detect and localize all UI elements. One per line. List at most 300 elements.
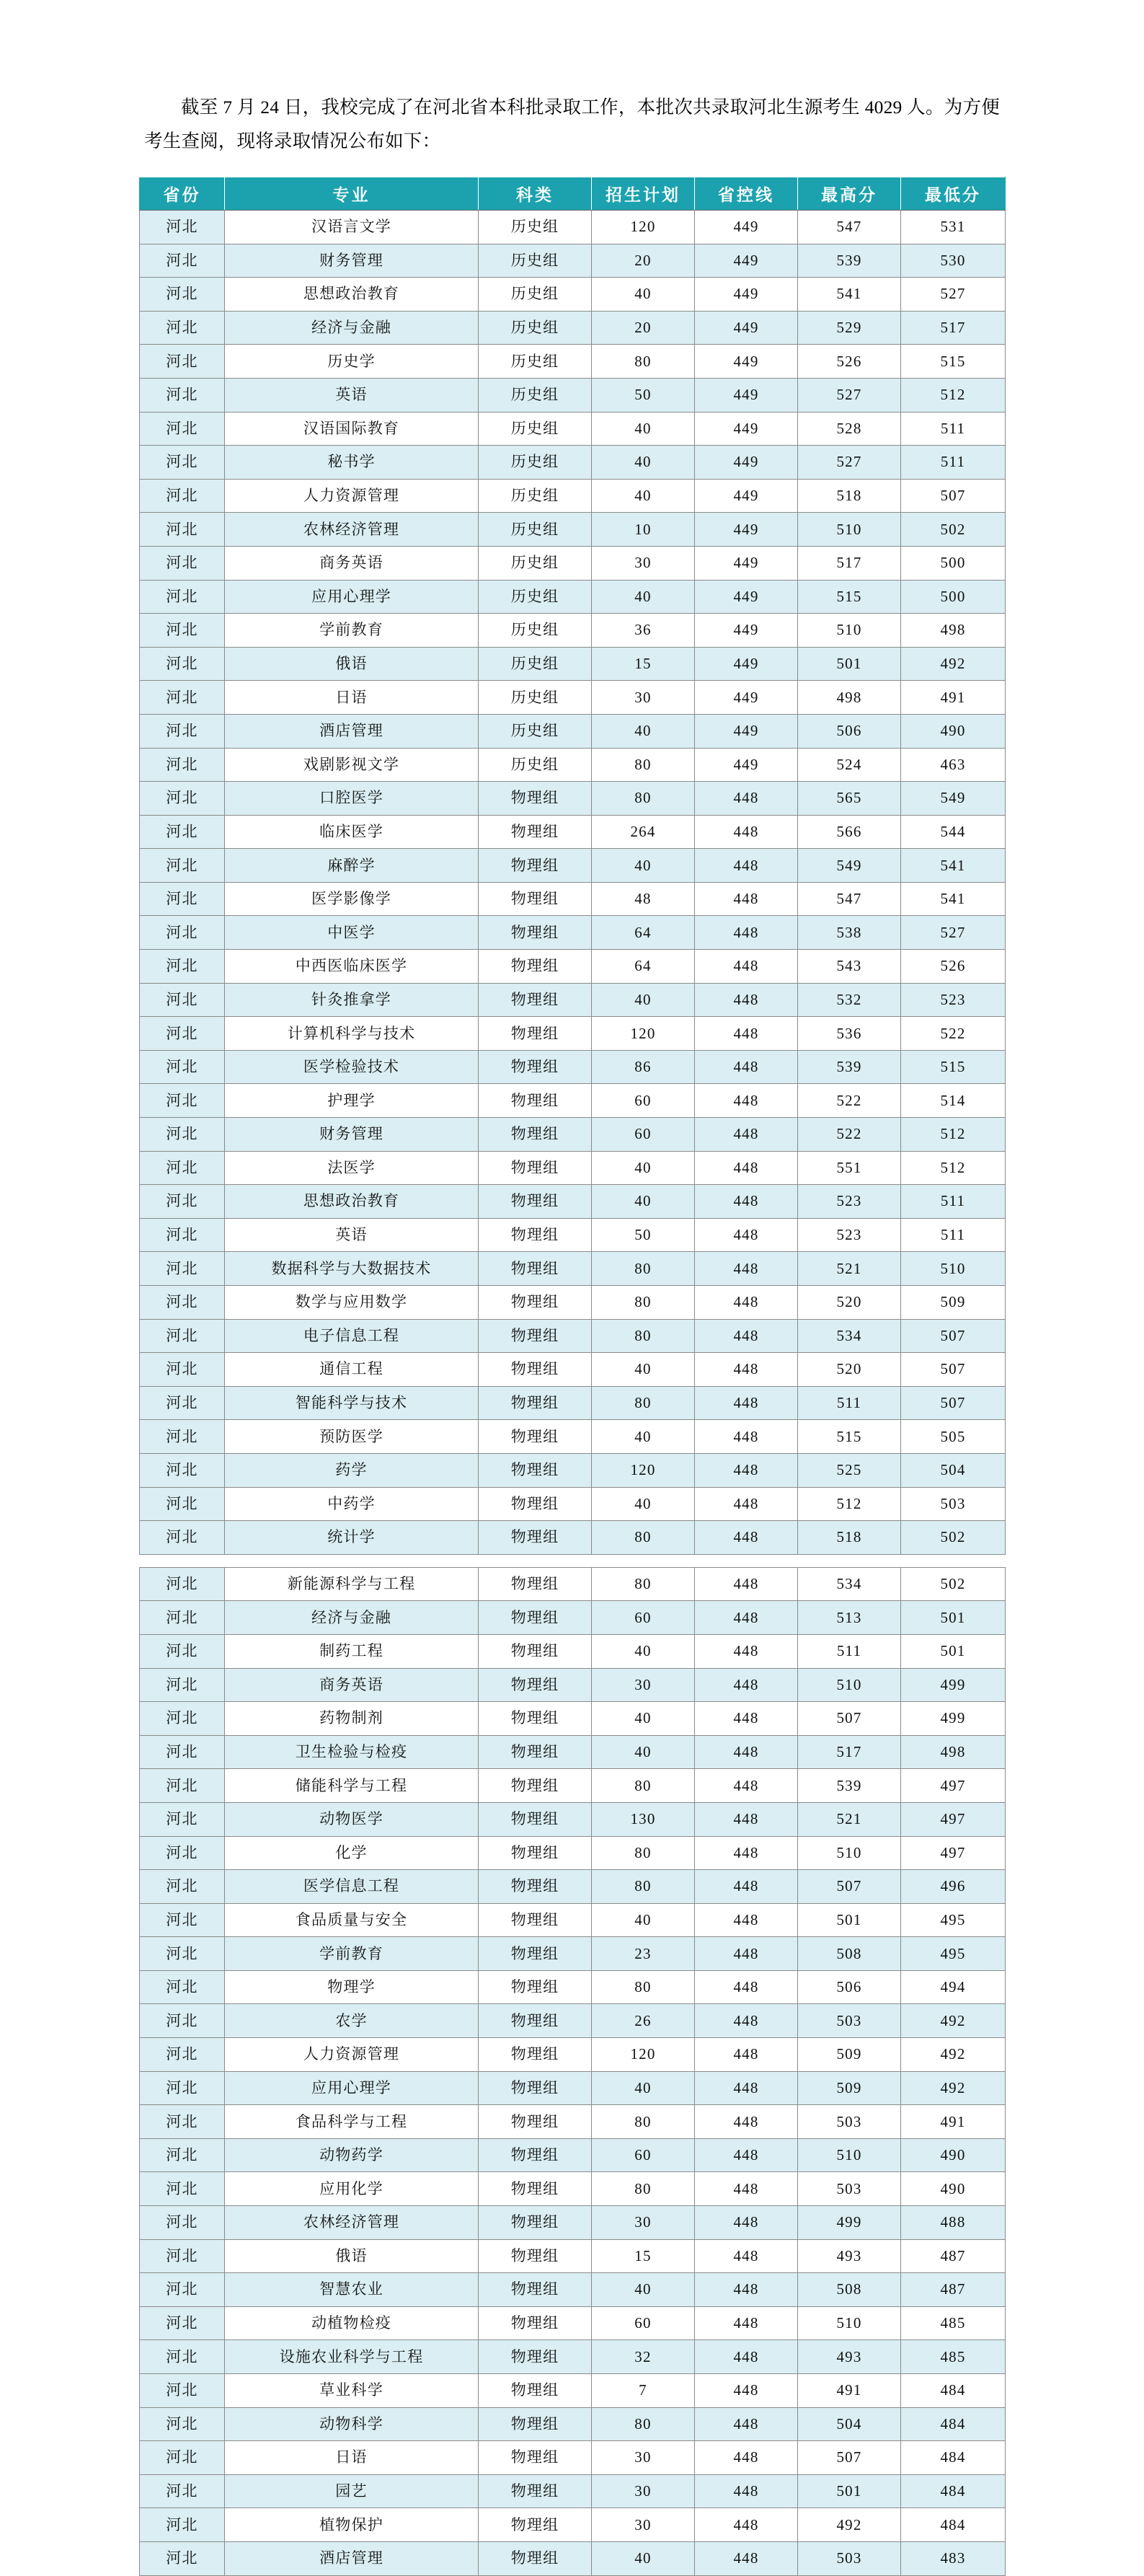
cell-max_score: 504	[798, 2407, 901, 2441]
cell-min_score: 541	[901, 849, 1006, 883]
cell-max_score: 547	[798, 211, 901, 244]
cell-province: 河北	[140, 1185, 225, 1219]
table-row	[140, 446, 1006, 480]
cell-max_score: 534	[798, 1567, 901, 1601]
cell-province: 河北	[140, 580, 225, 614]
cell-control_line: 448	[695, 1487, 798, 1521]
cell-province: 河北	[140, 345, 225, 379]
cell-major: 俄语	[225, 2239, 479, 2273]
cell-major: 人力资源管理	[225, 2038, 479, 2072]
cell-max_score: 539	[798, 1050, 901, 1084]
cell-min_score: 526	[901, 950, 1006, 984]
column-header-province: 省份	[140, 177, 225, 211]
cell-min_score: 499	[901, 1702, 1006, 1736]
cell-min_score: 541	[901, 882, 1006, 916]
table-row	[140, 647, 1006, 681]
cell-category: 历史组	[479, 580, 592, 614]
cell-min_score: 488	[901, 2206, 1006, 2240]
cell-major: 计算机科学与技术	[225, 1017, 479, 1051]
cell-province: 河北	[140, 782, 225, 816]
table-row	[140, 211, 1006, 244]
cell-max_score: 527	[798, 446, 901, 480]
cell-major: 智能科学与技术	[225, 1386, 479, 1420]
cell-category: 物理组	[479, 1084, 592, 1118]
cell-province: 河北	[140, 983, 225, 1017]
table-row	[140, 1286, 1006, 1320]
cell-control_line: 448	[695, 1453, 798, 1487]
cell-plan: 60	[592, 2138, 695, 2172]
cell-max_score: 522	[798, 1118, 901, 1152]
cell-control_line: 448	[695, 1668, 798, 1702]
cell-major: 法医学	[225, 1151, 479, 1185]
cell-control_line: 449	[695, 647, 798, 681]
cell-min_score: 492	[901, 2071, 1006, 2105]
table-header	[140, 177, 1006, 211]
cell-plan: 30	[592, 1668, 695, 1702]
cell-plan: 40	[592, 1420, 695, 1454]
cell-min_score: 485	[901, 2340, 1006, 2374]
table-row	[140, 1769, 1006, 1803]
cell-max_score: 522	[798, 1084, 901, 1118]
cell-plan: 80	[592, 782, 695, 816]
cell-province: 河北	[140, 1769, 225, 1803]
cell-plan: 264	[592, 815, 695, 849]
cell-plan: 120	[592, 211, 695, 244]
cell-plan: 40	[592, 983, 695, 1017]
cell-category: 物理组	[479, 1802, 592, 1836]
cell-control_line: 449	[695, 244, 798, 278]
cell-plan: 60	[592, 1118, 695, 1152]
cell-max_score: 493	[798, 2239, 901, 2273]
table-row	[140, 782, 1006, 816]
cell-major: 动植物检疫	[225, 2306, 479, 2340]
cell-max_score: 510	[798, 1668, 901, 1702]
cell-province: 河北	[140, 1802, 225, 1836]
cell-min_score: 544	[901, 815, 1006, 849]
cell-min_score: 485	[901, 2306, 1006, 2340]
cell-control_line: 448	[695, 916, 798, 950]
cell-plan: 60	[592, 1084, 695, 1118]
cell-category: 物理组	[479, 2340, 592, 2374]
cell-control_line: 449	[695, 580, 798, 614]
table-row	[140, 916, 1006, 950]
cell-major: 食品科学与工程	[225, 2105, 479, 2139]
cell-min_score: 502	[901, 1521, 1006, 1555]
cell-major: 汉语言文学	[225, 211, 479, 244]
admission-score-table	[139, 177, 1006, 2576]
cell-major: 电子信息工程	[225, 1319, 479, 1353]
cell-max_score: 507	[798, 1702, 901, 1736]
cell-category: 物理组	[479, 2105, 592, 2139]
cell-plan: 36	[592, 614, 695, 648]
cell-category: 物理组	[479, 2306, 592, 2340]
cell-major: 中西医临床医学	[225, 950, 479, 984]
table-row	[140, 2441, 1006, 2475]
cell-max_score: 515	[798, 1420, 901, 1454]
cell-max_score: 521	[798, 1802, 901, 1836]
cell-plan: 40	[592, 1735, 695, 1769]
cell-plan: 130	[592, 1802, 695, 1836]
cell-province: 河北	[140, 2138, 225, 2172]
cell-category: 历史组	[479, 681, 592, 715]
cell-province: 河北	[140, 2340, 225, 2374]
cell-category: 物理组	[479, 1218, 592, 1252]
cell-province: 河北	[140, 1937, 225, 1971]
column-header-max-score: 最高分	[798, 177, 901, 211]
cell-province: 河北	[140, 1017, 225, 1051]
cell-control_line: 448	[695, 1353, 798, 1387]
page-break-gap	[140, 1554, 1006, 1567]
table-row	[140, 1870, 1006, 1904]
cell-major: 思想政治教育	[225, 1185, 479, 1219]
cell-control_line: 448	[695, 2071, 798, 2105]
cell-control_line: 448	[695, 2306, 798, 2340]
table-row	[140, 2273, 1006, 2307]
cell-province: 河北	[140, 446, 225, 480]
table-row	[140, 2239, 1006, 2273]
cell-major: 医学检验技术	[225, 1050, 479, 1084]
cell-province: 河北	[140, 1970, 225, 2004]
table-row	[140, 1453, 1006, 1487]
cell-min_score: 531	[901, 211, 1006, 244]
table-row	[140, 1601, 1006, 1635]
cell-plan: 30	[592, 546, 695, 580]
cell-control_line: 448	[695, 1836, 798, 1870]
cell-control_line: 448	[695, 2273, 798, 2307]
cell-min_score: 504	[901, 1453, 1006, 1487]
cell-plan: 80	[592, 1319, 695, 1353]
cell-control_line: 448	[695, 1521, 798, 1555]
cell-major: 通信工程	[225, 1353, 479, 1387]
cell-min_score: 497	[901, 1769, 1006, 1803]
page-break-gap-cell	[140, 1554, 1006, 1567]
cell-control_line: 449	[695, 278, 798, 312]
cell-max_score: 532	[798, 983, 901, 1017]
cell-control_line: 448	[695, 1702, 798, 1736]
cell-category: 历史组	[479, 748, 592, 782]
cell-category: 物理组	[479, 1286, 592, 1320]
cell-control_line: 449	[695, 714, 798, 748]
cell-min_score: 515	[901, 345, 1006, 379]
cell-category: 历史组	[479, 479, 592, 513]
cell-max_score: 523	[798, 1185, 901, 1219]
cell-category: 物理组	[479, 1420, 592, 1454]
cell-province: 河北	[140, 647, 225, 681]
table-row	[140, 2038, 1006, 2072]
cell-category: 历史组	[479, 311, 592, 345]
cell-control_line: 448	[695, 1970, 798, 2004]
table-row	[140, 2407, 1006, 2441]
cell-province: 河北	[140, 882, 225, 916]
cell-plan: 80	[592, 1286, 695, 1320]
cell-major: 新能源科学与工程	[225, 1567, 479, 1601]
cell-plan: 120	[592, 1453, 695, 1487]
table-row	[140, 1017, 1006, 1051]
cell-province: 河北	[140, 1084, 225, 1118]
cell-control_line: 448	[695, 2541, 798, 2575]
cell-plan: 40	[592, 1702, 695, 1736]
table-row	[140, 681, 1006, 715]
cell-province: 河北	[140, 748, 225, 782]
cell-province: 河北	[140, 2038, 225, 2072]
cell-max_score: 491	[798, 2374, 901, 2408]
cell-min_score: 495	[901, 1903, 1006, 1937]
cell-category: 历史组	[479, 211, 592, 244]
cell-min_score: 511	[901, 1218, 1006, 1252]
cell-plan: 40	[592, 1487, 695, 1521]
cell-min_score: 527	[901, 278, 1006, 312]
cell-province: 河北	[140, 1319, 225, 1353]
cell-category: 物理组	[479, 1903, 592, 1937]
table-row	[140, 378, 1006, 412]
cell-category: 物理组	[479, 2172, 592, 2206]
cell-control_line: 448	[695, 1319, 798, 1353]
cell-max_score: 527	[798, 378, 901, 412]
cell-min_score: 522	[901, 1017, 1006, 1051]
cell-major: 日语	[225, 2441, 479, 2475]
cell-province: 河北	[140, 1286, 225, 1320]
cell-category: 物理组	[479, 2474, 592, 2508]
cell-plan: 32	[592, 2340, 695, 2374]
cell-major: 秘书学	[225, 446, 479, 480]
cell-min_score: 515	[901, 1050, 1006, 1084]
cell-plan: 40	[592, 2273, 695, 2307]
cell-major: 储能科学与工程	[225, 1769, 479, 1803]
cell-major: 戏剧影视文学	[225, 748, 479, 782]
table-row	[140, 1937, 1006, 1971]
cell-min_score: 498	[901, 1735, 1006, 1769]
cell-plan: 30	[592, 681, 695, 715]
cell-control_line: 448	[695, 983, 798, 1017]
cell-max_score: 503	[798, 2541, 901, 2575]
cell-min_score: 463	[901, 748, 1006, 782]
cell-min_score: 484	[901, 2374, 1006, 2408]
cell-max_score: 518	[798, 479, 901, 513]
cell-province: 河北	[140, 2374, 225, 2408]
table-row	[140, 2306, 1006, 2340]
cell-major: 应用化学	[225, 2172, 479, 2206]
cell-province: 河北	[140, 681, 225, 715]
cell-min_score: 492	[901, 647, 1006, 681]
cell-category: 物理组	[479, 1836, 592, 1870]
cell-province: 河北	[140, 546, 225, 580]
cell-min_score: 495	[901, 1937, 1006, 1971]
cell-max_score: 501	[798, 647, 901, 681]
cell-min_score: 494	[901, 1970, 1006, 2004]
cell-major: 农林经济管理	[225, 513, 479, 547]
cell-max_score: 543	[798, 950, 901, 984]
cell-major: 动物医学	[225, 1802, 479, 1836]
cell-min_score: 509	[901, 1286, 1006, 1320]
cell-min_score: 507	[901, 479, 1006, 513]
cell-category: 物理组	[479, 1487, 592, 1521]
table-row	[140, 2172, 1006, 2206]
cell-plan: 80	[592, 748, 695, 782]
cell-min_score: 507	[901, 1386, 1006, 1420]
cell-category: 历史组	[479, 513, 592, 547]
cell-major: 经济与金融	[225, 1601, 479, 1635]
cell-category: 历史组	[479, 412, 592, 446]
cell-min_score: 487	[901, 2239, 1006, 2273]
cell-major: 预防医学	[225, 1420, 479, 1454]
table-body	[140, 211, 1006, 2576]
cell-major: 园艺	[225, 2474, 479, 2508]
cell-province: 河北	[140, 311, 225, 345]
cell-category: 历史组	[479, 378, 592, 412]
cell-max_score: 507	[798, 2441, 901, 2475]
cell-min_score: 487	[901, 2273, 1006, 2307]
cell-plan: 15	[592, 2239, 695, 2273]
cell-min_score: 501	[901, 1601, 1006, 1635]
table-row	[140, 479, 1006, 513]
cell-major: 英语	[225, 378, 479, 412]
cell-province: 河北	[140, 2004, 225, 2038]
cell-min_score: 530	[901, 244, 1006, 278]
cell-min_score: 502	[901, 513, 1006, 547]
cell-plan: 80	[592, 1970, 695, 2004]
cell-plan: 40	[592, 278, 695, 312]
cell-min_score: 490	[901, 2138, 1006, 2172]
cell-province: 河北	[140, 211, 225, 244]
cell-major: 中药学	[225, 1487, 479, 1521]
table-row	[140, 513, 1006, 547]
cell-control_line: 448	[695, 1870, 798, 1904]
table-row	[140, 2340, 1006, 2374]
table-row	[140, 1151, 1006, 1185]
cell-major: 临床医学	[225, 815, 479, 849]
cell-plan: 15	[592, 647, 695, 681]
cell-max_score: 539	[798, 1769, 901, 1803]
cell-major: 口腔医学	[225, 782, 479, 816]
column-header-min-score: 最低分	[901, 177, 1006, 211]
table-row	[140, 2541, 1006, 2575]
table-row	[140, 1185, 1006, 1219]
cell-category: 物理组	[479, 916, 592, 950]
cell-plan: 80	[592, 345, 695, 379]
table-row	[140, 983, 1006, 1017]
column-header-category: 科类	[479, 177, 592, 211]
cell-max_score: 506	[798, 1970, 901, 2004]
cell-major: 草业科学	[225, 2374, 479, 2408]
cell-province: 河北	[140, 1453, 225, 1487]
cell-control_line: 448	[695, 1903, 798, 1937]
cell-min_score: 505	[901, 1420, 1006, 1454]
cell-province: 河北	[140, 714, 225, 748]
cell-max_score: 510	[798, 2306, 901, 2340]
cell-plan: 40	[592, 1903, 695, 1937]
cell-plan: 86	[592, 1050, 695, 1084]
column-header-plan: 招生计划	[592, 177, 695, 211]
cell-category: 物理组	[479, 1937, 592, 1971]
cell-province: 河北	[140, 2474, 225, 2508]
cell-category: 历史组	[479, 714, 592, 748]
cell-plan: 80	[592, 1252, 695, 1286]
cell-major: 卫生检验与检疫	[225, 1735, 479, 1769]
cell-control_line: 448	[695, 782, 798, 816]
table-row	[140, 1420, 1006, 1454]
cell-plan: 50	[592, 1218, 695, 1252]
table-header-row	[140, 177, 1006, 211]
cell-plan: 30	[592, 2508, 695, 2542]
cell-province: 河北	[140, 513, 225, 547]
cell-category: 物理组	[479, 2206, 592, 2240]
table-row	[140, 1735, 1006, 1769]
cell-control_line: 449	[695, 211, 798, 244]
cell-min_score: 507	[901, 1353, 1006, 1387]
cell-category: 物理组	[479, 1668, 592, 1702]
cell-max_score: 506	[798, 714, 901, 748]
cell-category: 物理组	[479, 2374, 592, 2408]
cell-category: 物理组	[479, 1151, 592, 1185]
cell-province: 河北	[140, 1487, 225, 1521]
table-row	[140, 2206, 1006, 2240]
cell-plan: 80	[592, 1567, 695, 1601]
cell-province: 河北	[140, 1567, 225, 1601]
cell-min_score: 511	[901, 1185, 1006, 1219]
cell-plan: 80	[592, 2105, 695, 2139]
cell-control_line: 449	[695, 748, 798, 782]
cell-province: 河北	[140, 1050, 225, 1084]
cell-min_score: 500	[901, 580, 1006, 614]
cell-control_line: 449	[695, 378, 798, 412]
cell-max_score: 521	[798, 1252, 901, 1286]
cell-plan: 40	[592, 2071, 695, 2105]
cell-min_score: 497	[901, 1802, 1006, 1836]
table-row	[140, 1218, 1006, 1252]
cell-min_score: 492	[901, 2038, 1006, 2072]
cell-max_score: 493	[798, 2340, 901, 2374]
cell-plan: 30	[592, 2474, 695, 2508]
cell-min_score: 484	[901, 2508, 1006, 2542]
cell-control_line: 448	[695, 2038, 798, 2072]
cell-category: 历史组	[479, 446, 592, 480]
cell-major: 应用心理学	[225, 580, 479, 614]
cell-province: 河北	[140, 950, 225, 984]
cell-major: 历史学	[225, 345, 479, 379]
cell-max_score: 534	[798, 1319, 901, 1353]
cell-major: 动物药学	[225, 2138, 479, 2172]
cell-major: 数据科学与大数据技术	[225, 1252, 479, 1286]
cell-category: 历史组	[479, 614, 592, 648]
cell-category: 物理组	[479, 2407, 592, 2441]
cell-max_score: 509	[798, 2071, 901, 2105]
cell-max_score: 517	[798, 1735, 901, 1769]
cell-province: 河北	[140, 2071, 225, 2105]
table-row	[140, 1702, 1006, 1736]
cell-category: 物理组	[479, 1970, 592, 2004]
cell-province: 河北	[140, 1903, 225, 1937]
cell-min_score: 512	[901, 1118, 1006, 1152]
cell-province: 河北	[140, 2239, 225, 2273]
cell-category: 物理组	[479, 1185, 592, 1219]
cell-plan: 40	[592, 580, 695, 614]
cell-major: 化学	[225, 1836, 479, 1870]
table-row	[140, 950, 1006, 984]
cell-control_line: 448	[695, 1735, 798, 1769]
cell-major: 农林经济管理	[225, 2206, 479, 2240]
cell-min_score: 490	[901, 714, 1006, 748]
cell-plan: 80	[592, 1769, 695, 1803]
cell-category: 物理组	[479, 849, 592, 883]
cell-major: 中医学	[225, 916, 479, 950]
table-row	[140, 1903, 1006, 1937]
cell-province: 河北	[140, 2105, 225, 2139]
cell-max_score: 528	[798, 412, 901, 446]
cell-province: 河北	[140, 916, 225, 950]
table-row	[140, 714, 1006, 748]
intro-paragraph: 截至 7 月 24 日，我校完成了在河北省本科批录取工作，本批次共录取河北生源考生 4029 人。为方便考生查阅，现将录取情况公布如下：	[144, 97, 1000, 151]
cell-category: 物理组	[479, 882, 592, 916]
